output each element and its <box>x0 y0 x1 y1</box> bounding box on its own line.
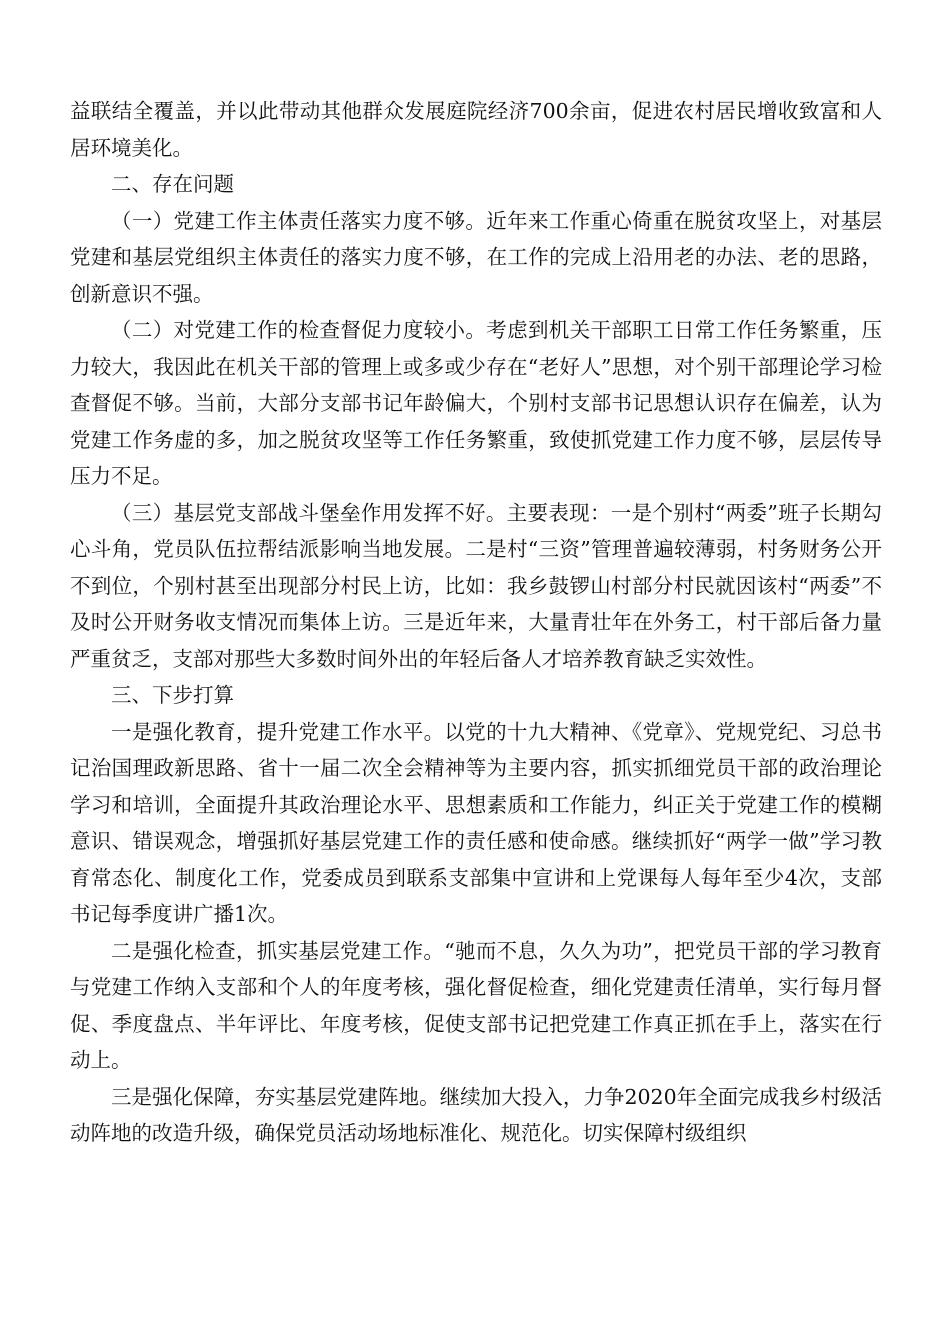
paragraph-plan-1: 一是强化教育，提升党建工作水平。以党的十九大精神、《党章》、党规党纪、习总书记治国理政新思路、省十一届二次全会精神等为主要内容，抓实抓细党员干部的政治理论学习和培训，全面提升其政治理论水平、思想素质和工作能力，纠正关于党建工作的模糊意识、错误观念，增强抓好基层党建工作的责任感和使命感。继续抓好“两学一做”学习教育常态化、制度化工作，党委成员到联系支部集中宣讲和上党课每人每年至少4次，支部书记每季度讲广播1次。 <box>70 719 882 926</box>
paragraph-plan-3: 三是强化保障，夯实基层党建阵地。继续加大投入，力争2020年全面完成我乡村级活动阵地的改造升级，确保党员活动场地标准化、规范化。切实保障村级组织 <box>70 1084 882 1145</box>
paragraph-problem-2: （二）对党建工作的检查督促力度较小。考虑到机关干部职工日常工作任务繁重，压力较大，我因此在机关干部的管理上或多或少存在“老好人”思想，对个别干部理论学习检查督促不够。当前，大部分支部书记年龄偏大，个别村支部书记思想认识存在偏差，认为党建工作务虚的多，加之脱贫攻坚等工作任务繁重，致使抓党建工作力度不够，层层传导压力不足。 <box>70 318 882 488</box>
section-heading-next-steps: 三、下步打算 <box>111 683 234 707</box>
paragraph-problem-3: （三）基层党支部战斗堡垒作用发挥不好。主要表现：一是个别村“两委”班子长期勾心斗角，党员队伍拉帮结派影响当地发展。二是村“三资”管理普遍较薄弱，村务财务公开不到位，个别村甚至出现部分村民上访，比如：我乡鼓锣山村部分村民就因该村“两委”不及时公开财务收支情况而集体上访。三是近年来，大量青壮年在外务工，村干部后备力量严重贫乏，支部对那些大多数时间外出的年轻后备人才培养教育缺乏实效性。 <box>70 500 882 671</box>
section-heading-problems: 二、存在问题 <box>111 172 234 196</box>
paragraph-problem-1: （一）党建工作主体责任落实力度不够。近年来工作重心倚重在脱贫攻坚上，对基层党建和基层党组织主体责任的落实力度不够，在工作的完成上沿用老的办法、老的思路，创新意识不强。 <box>70 208 882 306</box>
paragraph-plan-2: 二是强化检查，抓实基层党建工作。“驰而不息，久久为功”，把党员干部的学习教育与党建工作纳入支部和个人的年度考核，强化督促检查，细化党建责任清单，实行每月督促、季度盘点、半年评比、年度考核，促使支部书记把党建工作真正抓在手上，落实在行动上。 <box>70 938 882 1072</box>
paragraph-continued: 益联结全覆盖，并以此带动其他群众发展庭院经济700余亩，促进农村居民增收致富和人居环境美化。 <box>70 99 882 160</box>
document-body <box>70 93 882 1152</box>
